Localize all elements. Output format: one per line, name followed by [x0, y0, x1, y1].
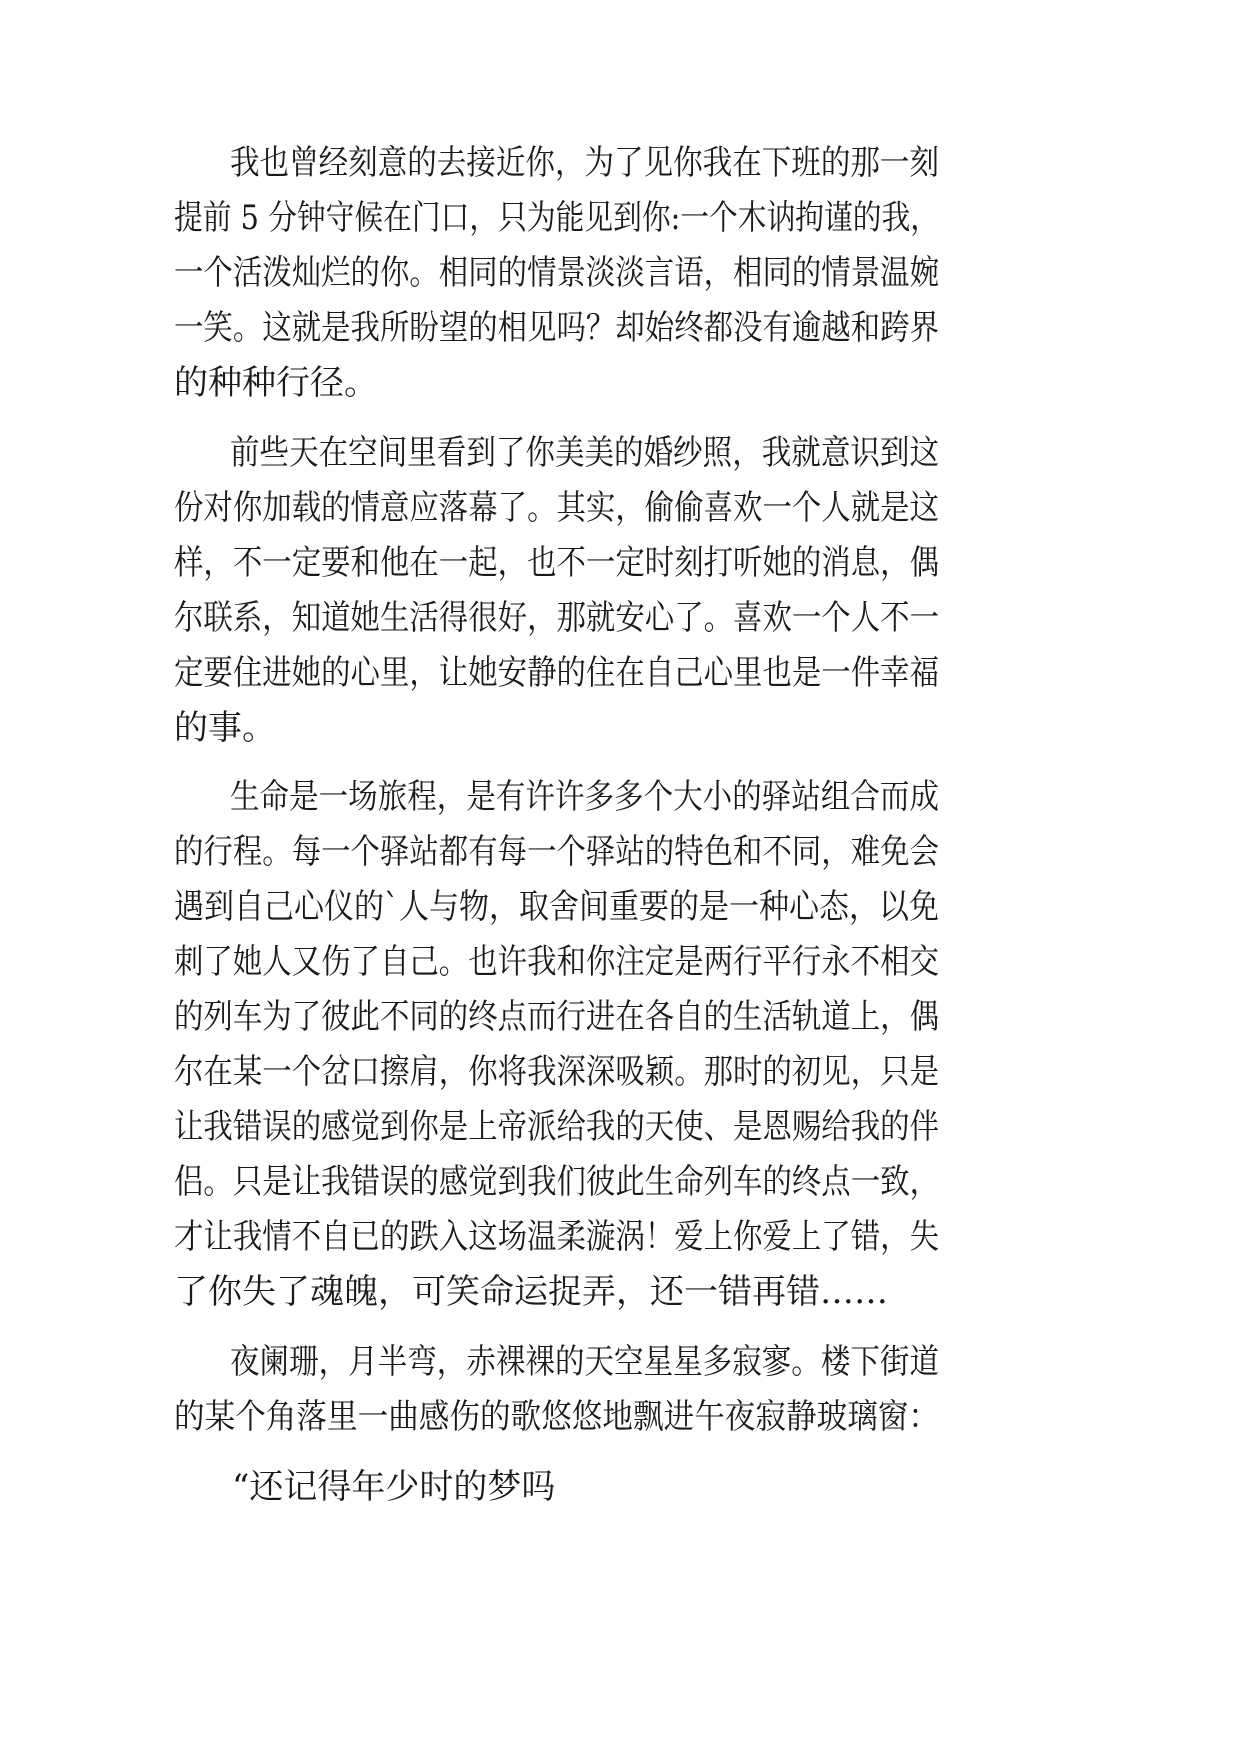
paragraph-4-line-2: 的某个角落里一曲感伤的歌悠悠地飘进午夜寂静玻璃窗： [174, 1397, 939, 1437]
paragraph-1-line-1: 我也曾经刻意的去接近你，为了见你我在下班的那一刻 [230, 143, 939, 183]
paragraph-2-line-1: 前些天在空间里看到了你美美的婚纱照，我就意识到这 [230, 433, 939, 473]
paragraph-1-line-4: 一笑。这就是我所盼望的相见吗？却始终都没有逾越和跨界 [174, 308, 939, 348]
paragraph-3-line-6: 尔在某一个岔口擦肩，你将我深深吸颖。那时的初见，只是 [174, 1052, 939, 1092]
paragraph-3-line-9: 才让我情不自已的跌入这场温柔漩涡！爱上你爱上了错，失 [174, 1217, 939, 1257]
paragraph-3-line-7: 让我错误的感觉到你是上帝派给我的天使、是恩赐给我的伴 [174, 1107, 939, 1147]
paragraph-4-line-1: 夜阑珊，月半弯，赤裸裸的天空星星多寂寥。楼下街道 [230, 1342, 939, 1382]
paragraph-2-line-5: 定要住进她的心里，让她安静的住在自己心里也是一件幸福 [174, 653, 939, 693]
paragraph-3-line-2: 的行程。每一个驿站都有每一个驿站的特色和不同，难免会 [174, 832, 939, 872]
paragraph-3-line-1: 生命是一场旅程，是有许许多多个大小的驿站组合而成 [230, 777, 939, 817]
paragraph-1-line-3: 一个活泼灿烂的你。相同的情景淡淡言语，相同的情景温婉 [174, 253, 939, 293]
paragraph-1-line-5: 的种种行径。 [174, 363, 378, 403]
paragraph-2-line-4: 尔联系，知道她生活得很好，那就安心了。喜欢一个人不一 [174, 598, 939, 638]
paragraph-2-line-6: 的事。 [174, 708, 276, 748]
paragraph-3-line-4: 刺了她人又伤了自己。也许我和你注定是两行平行永不相交 [174, 942, 939, 982]
paragraph-1-line-2: 提前 5 分钟守候在门口，只为能见到你:一个木讷拘谨的我， [174, 198, 939, 238]
paragraph-3-line-3: 遇到自己心仪的`人与物，取舍间重要的是一种心态，以免 [174, 887, 939, 927]
paragraph-5-line-1: “还记得年少时的梦吗 [232, 1467, 556, 1507]
paragraph-3-line-10: 了你失了魂魄，可笑命运捉弄，还一错再错…… [174, 1272, 888, 1312]
paragraph-2-line-2: 份对你加载的情意应落幕了。其实，偷偷喜欢一个人就是这 [174, 488, 939, 528]
paragraph-3-line-5: 的列车为了彼此不同的终点而行进在各自的生活轨道上，偶 [174, 997, 939, 1037]
paragraph-2-line-3: 样，不一定要和他在一起，也不一定时刻打听她的消息，偶 [174, 543, 939, 583]
paragraph-3-line-8: 侣。只是让我错误的感觉到我们彼此生命列车的终点一致， [174, 1162, 939, 1202]
